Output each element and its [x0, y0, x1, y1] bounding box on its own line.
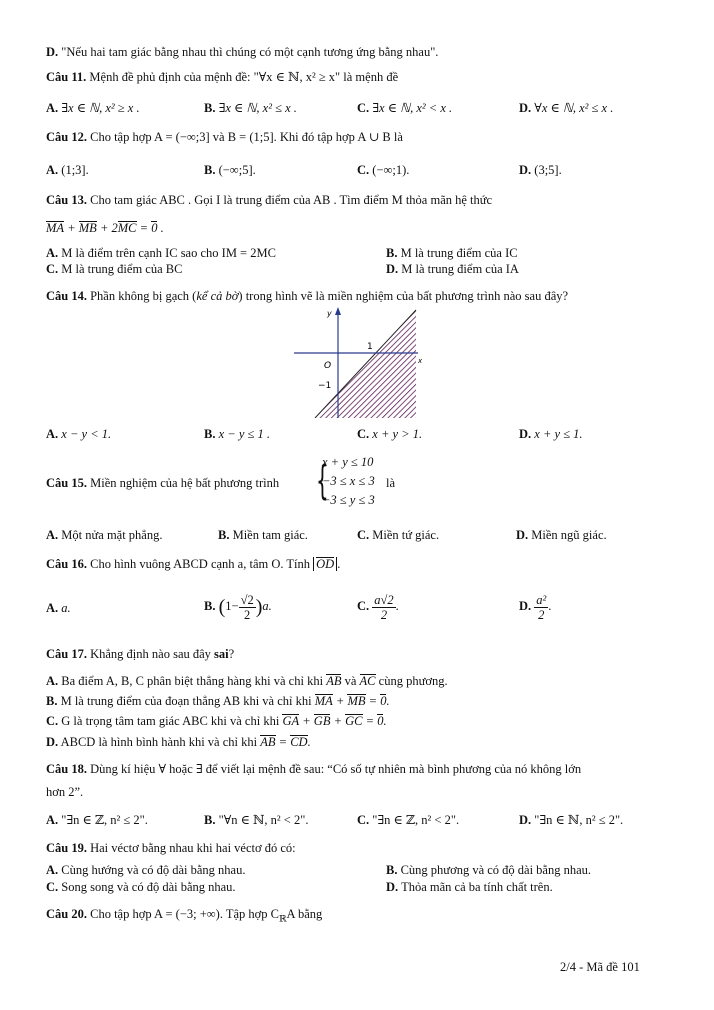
system-line-2: −3 ≤ x ≤ 3 [322, 474, 375, 488]
q17-option-c: C. G là trọng tâm tam giác ABC khi và chỉ khi GA + GB + GC = 0. [46, 714, 387, 728]
q17-stem: Câu 17. Khẳng định nào sau đây sai? [46, 647, 235, 661]
x-intercept-label: 1 [367, 342, 373, 352]
q11-option-b: B. ∃x ∈ ℕ, x² ≤ x . [204, 101, 297, 115]
q12-option-b: B. (−∞;5]. [204, 163, 256, 177]
x-axis-label: x [418, 357, 423, 365]
q12-stem: Câu 12. Cho tập hợp A = (−∞;3] và B = (1;5]. Khi đó tập hợp A ∪ B là [46, 130, 403, 144]
q16-option-b: B. (1− $\frac{√2}{2}$ )a. [204, 592, 272, 622]
origin-label: O [324, 361, 332, 371]
q16-option-d: D. $\frac{\text{a²}}{2}$ . [519, 592, 552, 622]
q12-option-a: A. (1;3]. [46, 163, 89, 177]
page-footer: 2/4 - Mã đề 101 [560, 960, 640, 974]
q19-option-c: C. Song song và có độ dài bằng nhau. [46, 880, 236, 894]
q15-option-a: A. Một nửa mặt phẳng. [46, 528, 163, 542]
q13-option-d: D. M là trung điểm của IA [386, 262, 519, 276]
q14-option-b: B. x − y ≤ 1 . [204, 427, 270, 441]
q15-option-d: D. Miền ngũ giác. [516, 528, 607, 542]
q14-option-c: C. x + y > 1. [357, 427, 423, 441]
system-line-1: x + y ≤ 10 [322, 455, 374, 469]
q20-stem: Câu 20. Cho tập hợp A = (−3; +∞). Tập hợp $C_ℝA$ bằng [46, 907, 323, 924]
q17-option-d: D. ABCD là hình bình hành khi và chỉ khi AB = CD. [46, 735, 311, 749]
q12-option-d: D. (3;5]. [519, 163, 562, 177]
q15-system [316, 452, 396, 512]
q15-option-c: C. Miền tứ giác. [357, 528, 440, 542]
q13-stem: Câu 13. Cho tam giác ABC . Gọi I là trung điểm của AB . Tìm điểm M thỏa mãn hệ thức [46, 193, 493, 207]
q18-option-b: B. "∀n ∈ ℕ, n² < 2". [204, 813, 309, 827]
q18-stem: Câu 18. Dùng kí hiệu ∀ hoặc ∃ để viết lại mệnh đề sau: “Có số tự nhiên mà bình phương của nó không lớn [46, 762, 582, 776]
q16-option-a: A. a. [46, 601, 71, 615]
q11-option-a: A. ∃x ∈ ℕ, x² ≥ x . [46, 101, 140, 115]
q19-stem: Câu 19. Hai véctơ bằng nhau khi hai véctơ đó có: [46, 841, 296, 855]
q16-stem: Câu 16. Cho hình vuông ABCD cạnh a, tâm O. Tính OD . [46, 557, 341, 571]
q13-option-c: C. M là trung điểm của BC [46, 262, 183, 276]
y-axis-label: y [327, 309, 332, 318]
q18-option-a: A. "∃n ∈ ℤ, n² ≤ 2". [46, 813, 148, 827]
q18-stem-line2: hơn 2”. [46, 785, 84, 799]
system-brace: { [316, 458, 329, 504]
q15-option-b: B. Miền tam giác. [218, 528, 308, 542]
q11-option-c: C. ∃x ∈ ℕ, x² < x . [357, 101, 453, 115]
q13-vector-equation: MA + MB + 2MC = 0 . [46, 221, 164, 235]
q14-graph [290, 306, 424, 418]
q19-option-b: B. Cùng phương và có độ dài bằng nhau. [386, 863, 592, 877]
q19-option-d: D. Thỏa mãn cả ba tính chất trên. [386, 880, 553, 894]
q18-option-c: C. "∃n ∈ ℤ, n² < 2". [357, 813, 460, 827]
q15-stem: Câu 15. Miền nghiệm của hệ bất phương trình [46, 476, 280, 490]
y-axis-arrow [335, 307, 341, 315]
q14-option-a: A. x − y < 1. [46, 427, 112, 441]
system-line-3: −3 ≤ y ≤ 3 [322, 493, 375, 507]
q17-option-a: A. Ba điểm A, B, C phân biệt thẳng hàng khi và chỉ khi AB và AC cùng phương. [46, 674, 448, 688]
q11-stem: Câu 11. Mệnh đề phủ định của mệnh đề: "∀x ∈ ℕ, x² ≥ x" là mệnh đề [46, 70, 399, 84]
q19-option-a: A. Cùng hướng và có độ dài bằng nhau. [46, 863, 246, 877]
q17-option-b: B. M là trung điểm của đoạn thẳng AB khi và chỉ khi MA + MB = 0. [46, 694, 390, 708]
q13-option-a: A. M là điểm trên cạnh IC sao cho IM = 2MC [46, 246, 276, 260]
q14-option-d: D. x + y ≤ 1. [519, 427, 583, 441]
q11-option-d: D. ∀x ∈ ℕ, x² ≤ x . [519, 101, 614, 115]
q18-option-d: D. "∃n ∈ ℕ, n² ≤ 2". [519, 813, 624, 827]
q13-option-b: B. M là trung điểm của IC [386, 246, 518, 260]
q10-option-d: D. "Nếu hai tam giác bằng nhau thì chúng có một cạnh tương ứng bằng nhau". [46, 45, 439, 59]
q14-stem: Câu 14. Phần không bị gạch (kể cả bờ) trong hình vẽ là miền nghiệm của bất phương trình nào sau đây? [46, 289, 569, 303]
q15-tail: là [386, 476, 396, 490]
q12-option-c: C. (−∞;1). [357, 163, 410, 177]
q16-option-c: C. $\frac{a√2}{2}$ . [357, 592, 399, 622]
y-intercept-label: −1 [318, 381, 332, 391]
